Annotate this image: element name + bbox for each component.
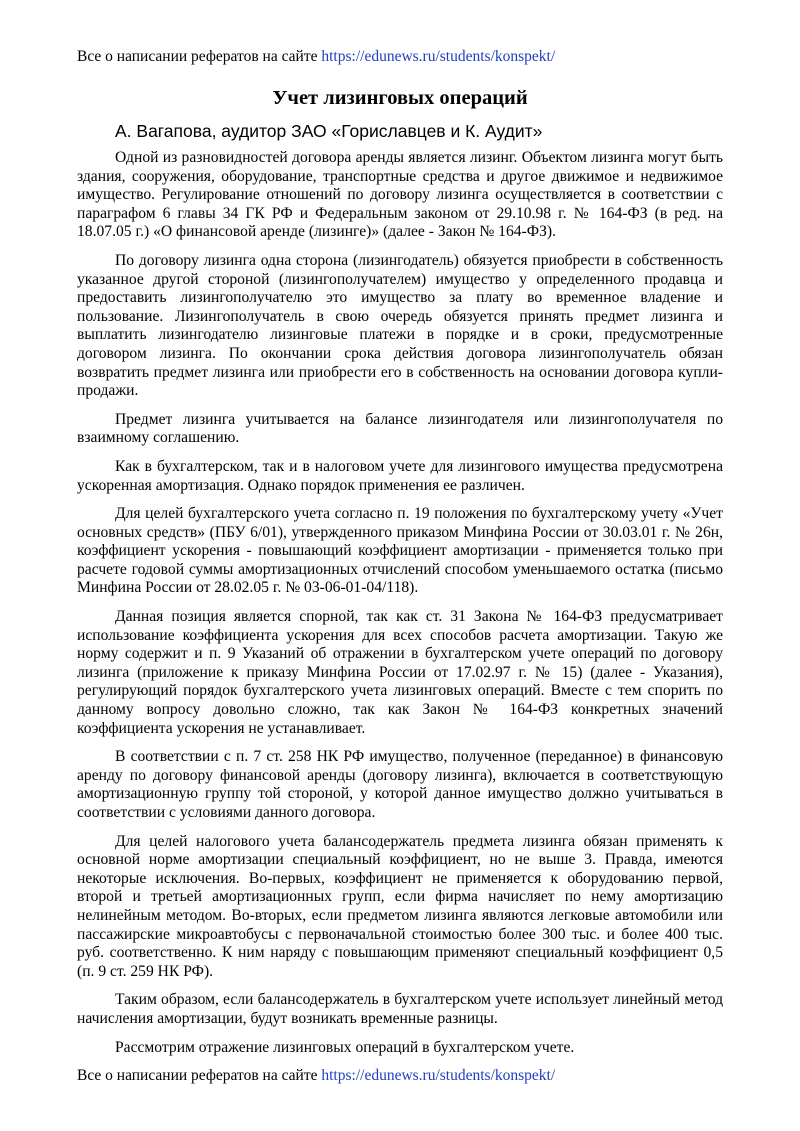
document-title: Учет лизинговых операций [272,87,528,109]
page-header [77,47,555,67]
paragraph-7: В соответствии с п. 7 ст. 258 НК РФ имущество, полученное (переданное) в финансовую аренду по договору финансовой аренды (договору лизинга), включается в соответствующую амортизационную группу той стороной, у которой данное имущество должно учитываться в соответствии с условиями данного договора. [77,748,723,821]
paragraph-2: По договору лизинга одна сторона (лизингодатель) обязуется приобрести в собственность указанное другой стороной (лизингополучателем) имущество у определенного продавца и предоставить лизингополучателю это имущество за плату во временное владение и пользование. Лизингополучатель в свою очередь обязуется принять предмет лизинга и выплатить лизингодателю лизинговые платежи в порядке и в сроки, предусмотренные договором лизинга. По окончании срока действия договора лизингополучатель обязан возвратить предмет лизинга или приобрести его в собственность на основании договора купли-продажи. [77,251,723,400]
header-text: Все о написании рефератов на сайте [77,48,322,65]
paragraph-8: Для целей налогового учета балансодержатель предмета лизинга обязан применять к основной норме амортизации специальный коэффициент, но не выше 3. Правда, имеются некоторые исключения. Во-первых, коэффициент не применяется к оборудованию первой, второй и третьей амортизационных групп, если фирма начисляет по нему амортизацию нелинейным методом. Во-вторых, если предметом лизинга являются легковые автомобили или пассажирские микроавтобусы с первоначальной стоимостью более 300 тыс. и более 400 тыс. руб. соответственно. К ним наряду с повышающим применяют специальный коэффициент 0,5 (п. 9 ст. 259 НК РФ). [77,832,723,980]
paragraph-3: Предмет лизинга учитывается на балансе лизингодателя или лизингополучателя по взаимному соглашению. [77,410,723,447]
paragraph-1: Одной из разновидностей договора аренды является лизинг. Объектом лизинга могут быть здания, сооружения, оборудование, транспортные средства и другое движимое и недвижимое имущество. Регулирование отношений по договору лизинга осуществляется в соответствии с параграфом 6 главы 34 ГК РФ и Федеральным законом от 29.10.98 г. № 164-ФЗ (в ред. на 18.07.05 г.) «О финансовой аренде (лизинге)» (далее - Закон № 164-ФЗ). [77,149,723,241]
paragraph-5: Для целей бухгалтерского учета согласно п. 19 положения по бухгалтерскому учету «Учет основных средств» (ПБУ 6/01), утвержденного приказом Минфина России от 30.03.01 г. № 26н, коэффициент ускорения - повышающий коэффициент амортизации - применяется только при расчете годовой суммы амортизационных отчислений способом уменьшаемого остатка (письмо Минфина России от 28.02.05 г. № 03-06-01-04/118). [77,505,723,597]
footer-text: Все о написании рефератов на сайте [77,1067,322,1084]
paragraph-10: Рассмотрим отражение лизинговых операций в бухгалтерском учете. [115,1038,575,1056]
paragraph-9: Таким образом, если балансодержатель в бухгалтерском учете использует линейный метод начисления амортизации, будут возникать временные разницы. [77,991,723,1027]
author-line: А. Вагапова, аудитор ЗАО «Гориславцев и К. Аудит» [115,121,543,141]
page-footer [77,1066,555,1086]
footer-site-link[interactable]: https://edunews.ru/students/konspekt/ [321,1067,556,1084]
paragraph-6: Данная позиция является спорной, так как ст. 31 Закона № 164-ФЗ предусматривает использование коэффициента ускорения для всех способов расчета амортизации. Такую же норму содержит и п. 9 Указаний об отражении в бухгалтерском учете операций по договору лизинга (приложение к приказу Минфина России от 17.02.97 г. № 15) (далее - Указания), регулирующий порядок бухгалтерского учета лизинговых операций. Вместе с тем спорить по данному вопросу довольно сложно, так как Закон № 164-ФЗ конкретных значений коэффициента ускорения не устанавливает. [77,608,723,737]
header-site-link[interactable]: https://edunews.ru/students/konspekt/ [321,48,556,65]
paragraph-4: Как в бухгалтерском, так и в налоговом учете для лизингового имущества предусмотрена ускоренная амортизация. Однако порядок применения ее различен. [77,457,723,494]
document-body [77,149,723,1067]
